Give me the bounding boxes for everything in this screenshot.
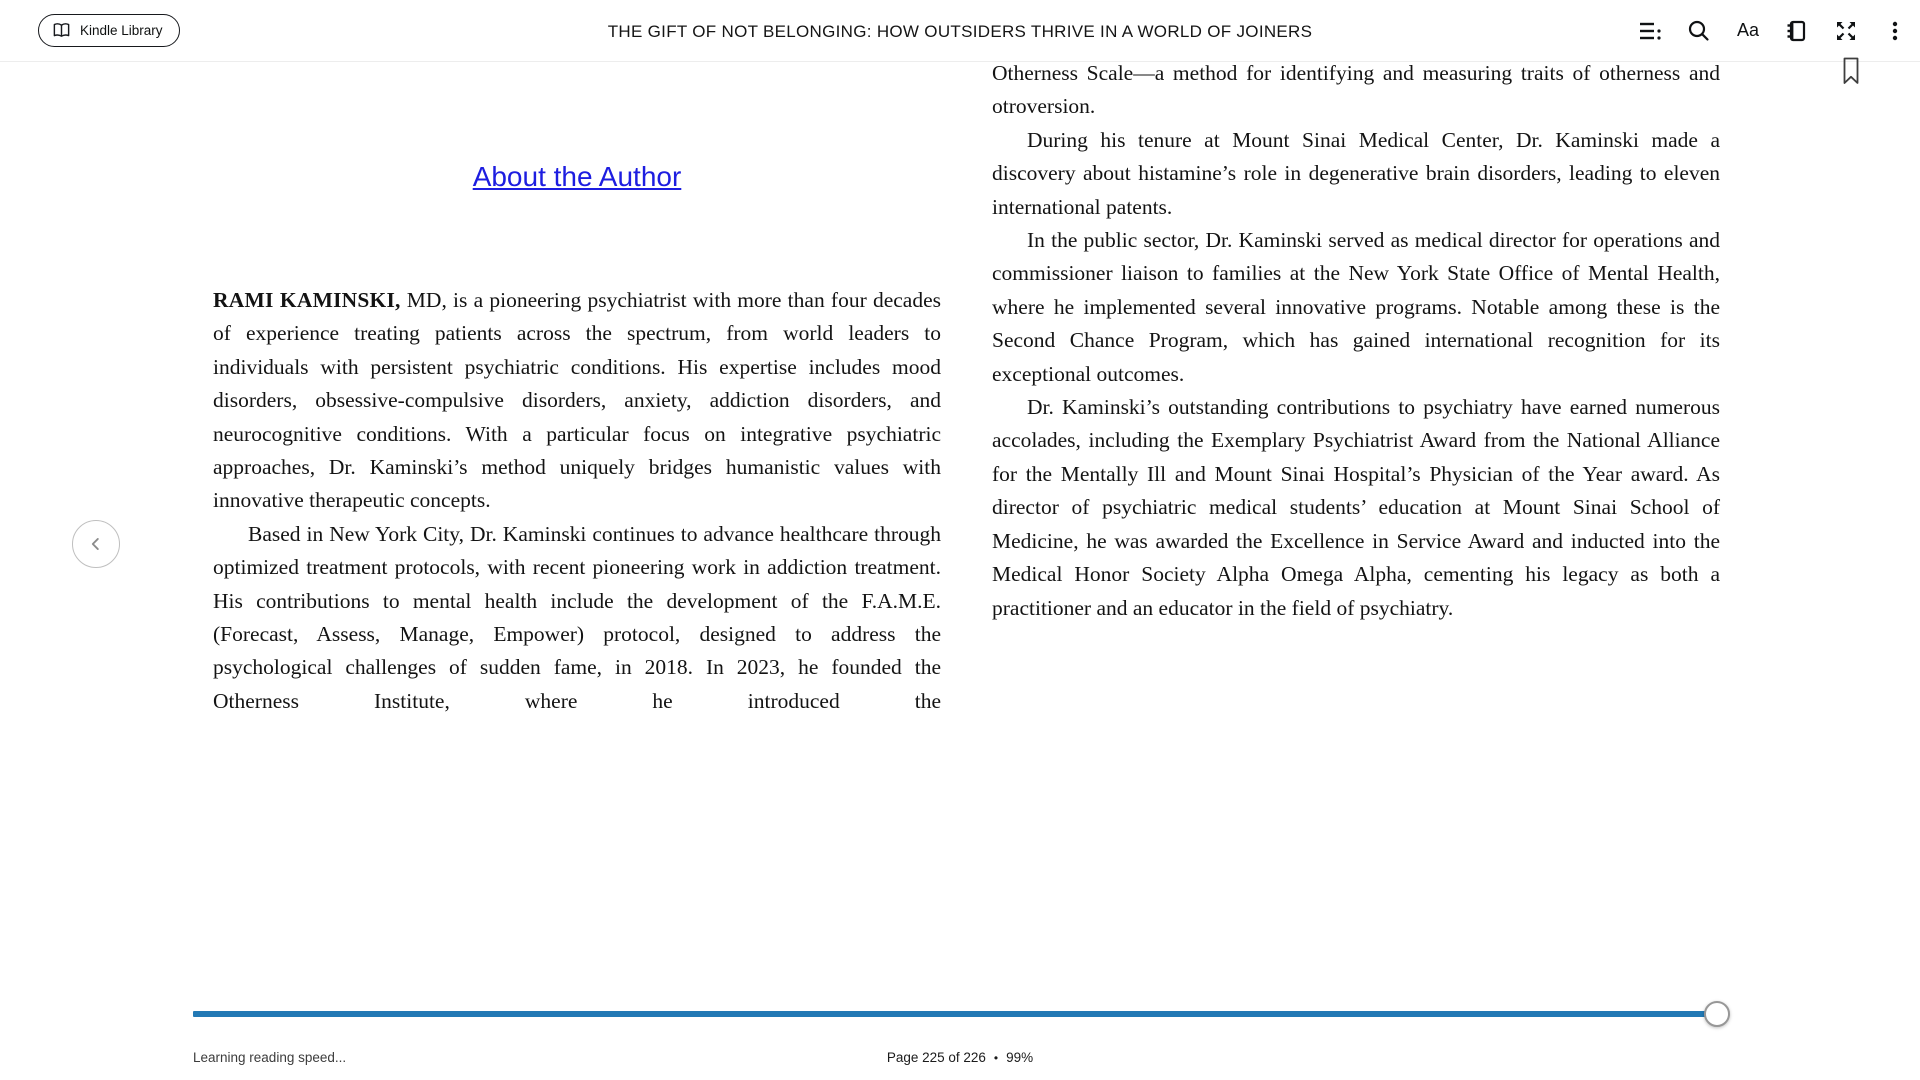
paragraph: In the public sector, Dr. Kaminski served as medical director for operations and commissioner liaison to families at the New York State Office of Mental Health, where he implemented several innovative programs. Notable among these is the Second Chance Program, which has gained international recognition for its exceptional outcomes. — [992, 228, 1720, 386]
paragraph: Otherness Scale—a method for identifying and measuring traits of otherness and otroversion. — [992, 61, 1720, 119]
page-info — [0, 1050, 1920, 1065]
page-layout-button[interactable] — [1784, 18, 1810, 44]
fullscreen-icon — [1834, 19, 1858, 43]
paragraph: Based in New York City, Dr. Kaminski continues to advance healthcare through optimized treatment protocols, with recent pioneering work in addiction treatment. His contributions to mental health include the development of the F.A.M.E. (Forecast, Assess, Manage, Empower) protocol, designed to address the psychological challenges of sudden fame, in 2018. In 2023, he founded the Otherness Institute, where he introduced the — [213, 521, 941, 713]
kindle-library-label: Kindle Library — [80, 23, 163, 38]
right-column — [992, 57, 1720, 625]
bullet-separator: • — [993, 1051, 999, 1065]
chapter-heading-link[interactable]: About the Author — [472, 161, 682, 192]
paragraph-text: MD, is a pioneering psychiatrist with more than four decades of experience treating patients across the spectrum, from world leaders to individuals with persistent psychiatric conditions. His expertise includes mood disorders, obsessive-compulsive disorders, anxiety, addiction disorders, and neurocognitive conditions. With a particular focus on integrative psychiatric approaches, Dr. Kaminski’s method uniquely bridges humanistic values with innovative therapeutic concepts. — [213, 288, 941, 513]
top-toolbar — [0, 0, 1920, 62]
toolbar-icon-group — [1637, 0, 1908, 61]
search-button[interactable] — [1686, 18, 1712, 44]
font-settings-icon: Aa — [1736, 20, 1760, 40]
overflow-menu-button[interactable] — [1882, 18, 1908, 44]
progress-knob[interactable] — [1704, 1001, 1730, 1027]
bookmark-icon — [1842, 57, 1860, 85]
bookmark-button[interactable] — [1842, 57, 1860, 85]
page-number-label: Page 225 of 226 — [886, 1050, 986, 1065]
paragraph: Dr. Kaminski’s outstanding contributions to psychiatry have earned numerous accolades, including the Exemplary Psychiatrist Award from the National Alliance for the Mentally Ill and Mount Sinai Hospital’s Physician of the Year award. As director of psychiatric medical students’ education at Mount Sinai School of Medicine, he was awarded the Excellence in Service Award and inducted into the Medical Honor Society Alpha Omega Alpha, cementing his legacy as both a practitioner and an educator in the field of psychiatry. — [992, 395, 1720, 620]
author-name-lead: RAMI KAMINSKI, — [213, 288, 401, 312]
book-title: THE GIFT OF NOT BELONGING: HOW OUTSIDERS THRIVE IN A WORLD OF JOINERS — [607, 22, 1313, 41]
toc-button[interactable] — [1637, 18, 1663, 44]
chevron-left-icon — [85, 533, 107, 555]
left-column — [213, 158, 941, 718]
page-layout-icon — [1785, 19, 1809, 43]
overflow-menu-icon — [1883, 19, 1907, 43]
fullscreen-button[interactable] — [1833, 18, 1859, 44]
font-settings-button[interactable] — [1735, 18, 1761, 44]
percent-read-label: 99% — [1006, 1050, 1034, 1065]
search-icon — [1687, 19, 1711, 43]
paragraph: During his tenure at Mount Sinai Medical Center, Dr. Kaminski made a discovery about histamine’s role in degenerative brain disorders, leading to eleven international patents. — [992, 127, 1720, 219]
previous-page-button[interactable] — [72, 520, 120, 568]
reading-speed-status: Learning reading speed... — [193, 1050, 347, 1065]
paragraph — [213, 284, 941, 518]
reading-progress-bar[interactable] — [193, 1011, 1734, 1017]
toc-icon — [1638, 19, 1662, 43]
progress-fill — [193, 1011, 1717, 1017]
